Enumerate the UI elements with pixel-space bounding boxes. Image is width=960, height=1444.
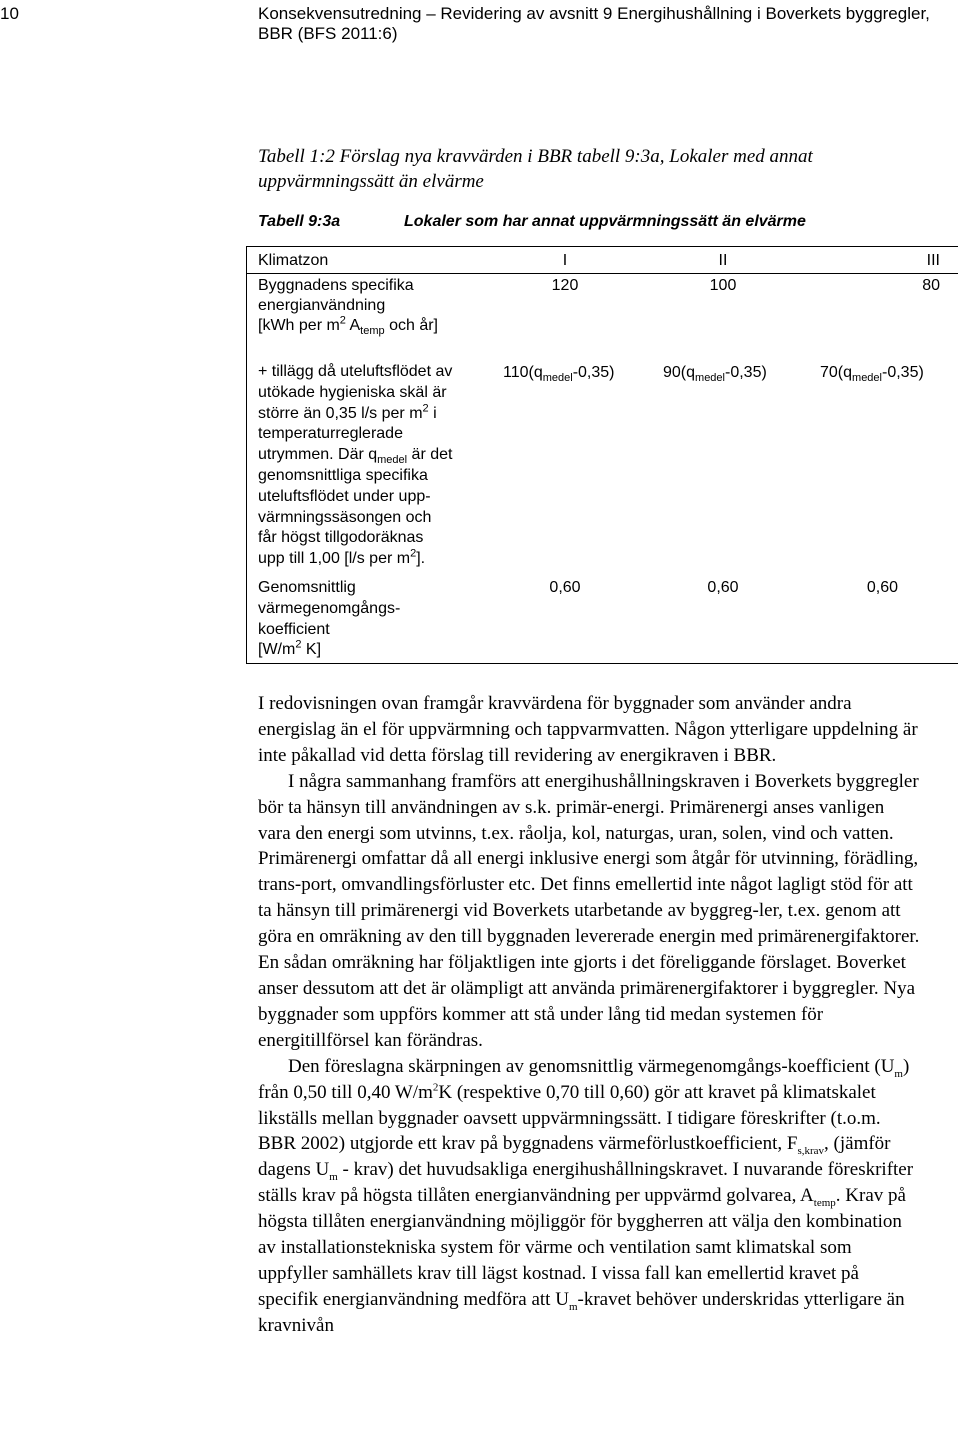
row1-value-zone-iii: 80 xyxy=(922,277,940,294)
zone-i: I xyxy=(562,252,568,269)
climate-zone-label: Klimatzon xyxy=(258,252,329,269)
header-line-2: BBR (BFS 2011:6) xyxy=(258,24,398,43)
row1-label-line-1: Byggnadens specifika xyxy=(258,277,414,294)
row2-value-zone-iii: $70(q_{medel}-0,35)$ xyxy=(820,364,924,385)
zone-iii: III xyxy=(926,252,940,269)
table-left-rule-upper xyxy=(246,246,247,354)
row2-value-zone-i: $110(q_{medel}-0,35)$ xyxy=(503,364,615,385)
paragraph-1: I redovisningen ovan framgår kravvärdena för byggnader som använder andra energislag än el för uppvärmning och tappvarmvatten. Någon ytterligare uppdelning är inte påkallad vid detta förslag till revidering av energikraven i BBR. xyxy=(258,693,918,766)
paragraph-2: I några sammanhang framförs att energihushållningskraven i Boverkets byggregler bör ta hänsyn till användningen av s.k. primär-energi. Primärenergi anses vanligen vara den energi som utvinns, t.ex. råolja, kol, naturgas, uran, solen, vind och vatten. Primärenergi omfattar då all energi inklusive energi som åtgår för utvinning, förädling, trans-port, omvandlingsförluster etc. Det finns emellertid inte något lagligt stöd för att ta hänsyn till primärenergi vid Boverkets utarbetande av byggreg-ler, t.ex. genom att göra en omräkning av den till byggnaden levererade energin med primärenergifaktorer. En sådan omräkning har följaktligen inte gjorts i det föreliggande förslaget. Boverket anser dessutom att det är olämpligt att använda primärenergifaktorer i byggregler. Nya byggnader som uppförs kommer att stå under lång tid medan systemen för energitillförsel kan förändras. xyxy=(258,770,920,1051)
row-supplement-label: + tillägg då uteluftsflödet av utökade hygieniska skäl är större än 0,35 l/s per $m^2$ i temperaturreglerade utrymmen. Där $q_{medel}$ är det genomsnittliga specifika uteluftsflödet under upp- värmningssäsongen och får högst tillgodoräknas upp till 1,00 [l/s per $m^2$]. xyxy=(258,363,453,568)
row1-label-line-2: energianvändning xyxy=(258,297,386,314)
row3-value-zone-ii: 0,60 xyxy=(707,579,739,596)
table-bottom-rule xyxy=(246,663,958,664)
row2-value-zone-ii: $90(q_{medel}-0,35)$ xyxy=(663,364,767,385)
header-line-1: Konsekvensutredning – Revidering av avsnitt 9 Energihushållning i Boverkets byggregler, xyxy=(258,4,930,23)
table-header-rule xyxy=(246,273,958,274)
table-caption-line-2: uppvärmningssätt än elvärme xyxy=(258,171,484,192)
zone-ii: II xyxy=(718,252,728,269)
body-text xyxy=(258,691,920,1339)
paragraph-3: Den föreslagna skärpningen av genomsnittlig värmegenomgångs-koefficient $(U_m)$ från 0,50 till 0,40 $W/m^2K$ (respektive 0,70 till 0,60) gör att kravet på klimatskalet likställs mellan byggnader oavsett uppvärmningssätt. I tidigare föreskrifter (t.o.m. BBR 2002) utgjorde ett krav på byggnadens värmeförlustkoefficient, $F_{s,krav}$, (jämför dagens $U_m$ - krav) det huvudsakliga energihushållningskravet. I nuvarande föreskrifter ställs krav på högsta tillåten energianvändning per uppvärmd golvarea, $A_{temp}$. Krav på högsta tillåten energianvändning möjliggör för byggherren att välja den kombination av installationstekniska system för värme och ventilation samt klimatskal som uppfyller samhällets krav till lägst kostnad. I vissa fall kan emellertid kravet på specifik energianvändning medföra att $U_m$-kravet behöver underskridas ytterligare än kravnivån xyxy=(258,1055,914,1336)
row1-value-zone-ii: 100 xyxy=(709,277,737,294)
table-caption-line-1: Tabell 1:2 Förslag nya kravvärden i BBR tabell 9:3a, Lokaler med annat xyxy=(258,146,813,167)
table-id: Tabell 9:3a xyxy=(258,213,341,230)
row-specific-energy-label xyxy=(258,276,498,336)
row3-value-zone-i: 0,60 xyxy=(549,579,581,596)
table-title: Lokaler som har annat uppvärmningssätt än elvärme xyxy=(404,213,806,230)
row3-value-zone-iii: 0,60 xyxy=(866,579,898,596)
row1-unit: [kWh per $m^2$ $A_{temp}$ och år] xyxy=(258,314,438,338)
table-left-rule-lower xyxy=(246,354,247,664)
table-top-rule xyxy=(246,246,958,247)
row-u-value-label: Genomsnittlig värmegenomgångs- koefficient [$W/m^2$ K] xyxy=(258,579,401,659)
page-number: 10 xyxy=(0,4,19,23)
row1-value-zone-i: 120 xyxy=(551,277,579,294)
